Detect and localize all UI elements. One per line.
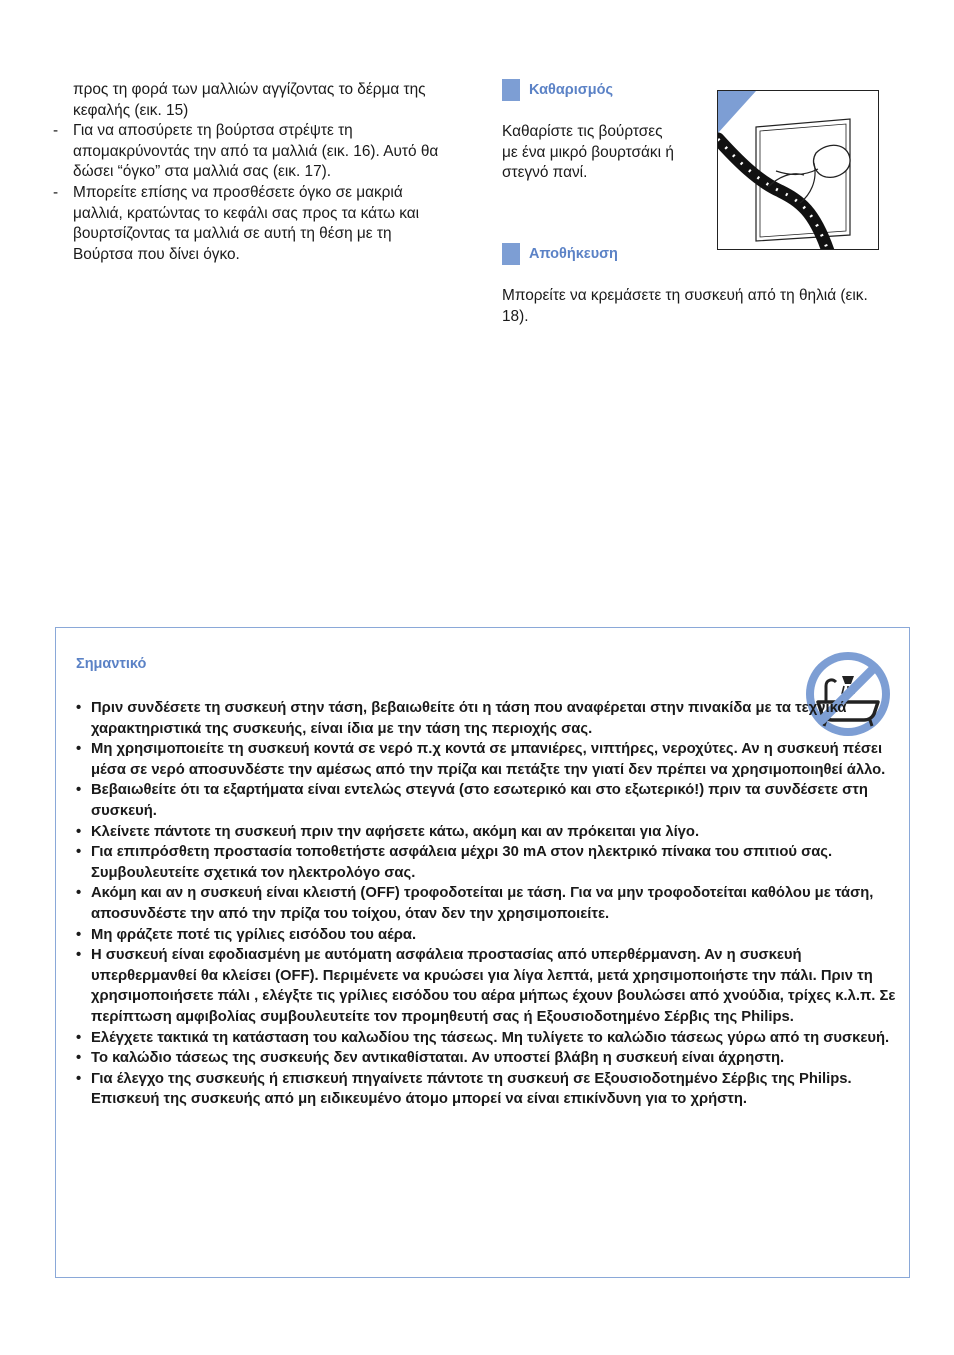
warning-text: Ελέγχετε τακτικά τη κατάσταση του καλωδίου της τάσεως. Μη τυλίγετε το καλώδιο τάσεως γύρω από τη συσκευή. (91, 1029, 890, 1046)
warning-text: Βεβαιωθείτε ότι τα εξαρτήματα είναι εντελώς στεγνά (στο εσωτερικό και στο εξωτερικό!) πριν τα συνδέσετε στη συσκευή. (91, 782, 868, 819)
list-item: • Για επιπρόσθετη προστασία τοποθετήστε ασφάλεια μέχρι 30 mA στον ηλεκτρικό πίνακα του σπιτιού σας. Συμβουλευτείτε σχετικά τον ηλεκτρολόγο σας. (76, 844, 833, 881)
list-item: • Μη φράζετε ποτέ τις γρίλιες εισόδου του αέρα. (76, 926, 417, 943)
list-item (53, 121, 453, 183)
intro-paragraph: προς τη φορά των μαλλιών αγγίζοντας το δέρμα της κεφαλής (εικ. 15) (73, 81, 426, 119)
warning-text: Το καλώδιο τάσεως της συσκευής δεν αντικαθίσταται. Αν υποστεί βλάβη η συσκευή είναι άχρηστη. (91, 1050, 785, 1067)
warning-text: Για επιπρόσθετη προστασία τοποθετήστε ασφάλεια μέχρι 30 mA στον ηλεκτρικό πίνακα του σπιτιού σας. Συμβουλευτείτε σχετικά τον ηλεκτρολόγο σας. (91, 844, 833, 881)
important-title: Σημαντικό (76, 656, 147, 672)
warning-text: Πριν συνδέσετε τη συσκευή στην τάση, βεβαιωθείτε ότι η τάση που αναφέρεται στην πινακίδα με τα τεχνικά χαρακτηριστικά της συσκευής, είναι ίδια με την τάση της περιοχής σας. (91, 700, 847, 737)
list-item: • Η συσκευή είναι εφοδιασμένη με αυτόματη ασφάλεια προστασίας από υπερθέρμανση. Αν η συσκευή υπερθερμανθεί θα κλείσει (OFF). Περιμένετε να κρυώσει για λίγα λεπτά, μετά χρησιμοποιήστε την πάλι. Πριν τη χρησιμοποιήσετε πάλι , ελέγξτε τις γρίλιες εισόδου του αέρα μήπως έχουν βουλώσει από χνούδια, τρίχες κ.λ.π. Σε περίπτωση αμφιβολίας συμβουλευτείτε τον προμηθευτή σας ή Εξουσιοδοτημένο Σέρβις της Philips. (76, 947, 896, 1025)
list-dash: - (53, 183, 59, 201)
list-item-text: Για να αποσύρετε τη βούρτσα στρέψτε τη απομακρύνοντάς την από τα μαλλιά (εικ. 16). Αυτό θα δώσει “όγκο” στα μαλλιά σας (εικ. 17). (73, 122, 439, 181)
warning-text: Μη χρησιμοποιείτε τη συσκευή κοντά σε νερό π.χ κοντά σε μπανιέρες, νιπτήρες, νεροχύτες. Αν η συσκευή πέσει μέσα σε νερό αποσυνδέστε την αμέσως από την πρίζα και πετάξτε την γιατί δεν πρέπει να χρησιμοποιηθεί άλλο. (91, 741, 886, 778)
warning-text: Για έλεγχο της συσκευής ή επισκευή πηγαίνετε πάντοτε τη συσκευή σε Εξουσιοδοτημένο Σέρβις της Philips. Επισκευή της συσκευής από μη ειδικευμένο άτομο μπορεί να είναι επικίνδυνη για το χρήστη. (91, 1070, 852, 1108)
list-item: • Βεβαιωθείτε ότι τα εξαρτήματα είναι εντελώς στεγνά (στο εσωτερικό και στο εξωτερικό!) πριν τα συνδέσετε στη συσκευή. (76, 782, 868, 819)
hanging-hook-illustration (717, 90, 879, 250)
section-marker (502, 79, 520, 101)
list-item: • Πριν συνδέσετε τη συσκευή στην τάση, βεβαιωθείτε ότι η τάση που αναφέρεται στην πινακίδα με τα τεχνικά χαρακτηριστικά της συσκευής, είναι ίδια με την τάση της περιοχής σας. (76, 700, 847, 737)
warning-text: Ακόμη και αν η συσκευή είναι κλειστή (OFF) τροφοδοτείται με τάση. Για να μην τροφοδοτείται καθόλου με τάση, αποσυνδέστε την από την πρίζα του τοίχου, όταν δεν την χρησιμοποιείτε. (91, 885, 874, 922)
safety-warnings-list (76, 698, 896, 1110)
list-item: • Ακόμη και αν η συσκευή είναι κλειστή (OFF) τροφοδοτείται με τάση. Για να μην τροφοδοτείται καθόλου με τάση, αποσυνδέστε την από την πρίζα του τοίχου, όταν δεν την χρησιμοποιείτε. (76, 885, 874, 922)
list-item: • Για έλεγχο της συσκευής ή επισκευή πηγαίνετε πάντοτε τη συσκευή σε Εξουσιοδοτημένο Σέρβις της Philips. Επισκευή της συσκευής από μη ειδικευμένο άτομο μπορεί να είναι επικίνδυνη για το χρήστη. (76, 1070, 852, 1108)
list-item: • Κλείνετε πάντοτε τη συσκευή πριν την αφήσετε κάτω, ακόμη και αν πρόκειται για λίγο. (76, 823, 700, 840)
list-item (53, 183, 453, 265)
cleaning-text: Καθαρίστε τις βούρτσες με ένα μικρό βουρτσάκι ή στεγνό πανί. (502, 123, 674, 182)
section-marker (502, 243, 520, 265)
storage-text: Μπορείτε να κρεμάσετε τη συσκευή από τη θηλιά (εικ. 18). (502, 287, 868, 325)
list-item: • Το καλώδιο τάσεως της συσκευής δεν αντικαθίσταται. Αν υποστεί βλάβη η συσκευή είναι άχρηστη. (76, 1050, 785, 1067)
left-column (53, 80, 453, 265)
storage-heading (502, 243, 618, 265)
list-dash: - (53, 122, 59, 140)
important-notice-box (55, 627, 910, 1278)
list-item: • Ελέγχετε τακτικά τη κατάσταση του καλωδίου της τάσεως. Μη τυλίγετε το καλώδιο τάσεως γύρω από τη συσκευή. (76, 1029, 890, 1046)
cleaning-heading (502, 79, 613, 101)
list-item-text: Μπορείτε επίσης να προσθέσετε όγκο σε μακριά μαλλιά, κρατώντας το κεφάλι σας προς τα κάτω και βουρτσίζοντας τα μαλλιά σε αυτή τη θέση με τη Βούρτσα που δίνει όγκο. (73, 183, 420, 263)
list-item: • Μη χρησιμοποιείτε τη συσκευή κοντά σε νερό π.χ κοντά σε μπανιέρες, νιπτήρες, νεροχύτες. Αν η συσκευή πέσει μέσα σε νερό αποσυνδέστε την αμέσως από την πρίζα και πετάξτε την γιατί δεν πρέπει να χρησιμοποιηθεί άλλο. (76, 741, 886, 778)
hanging-hook-icon (718, 91, 879, 250)
warning-text: Κλείνετε πάντοτε τη συσκευή πριν την αφήσετε κάτω, ακόμη και αν πρόκειται για λίγο. (91, 823, 700, 840)
warning-text: Η συσκευή είναι εφοδιασμένη με αυτόματη ασφάλεια προστασίας από υπερθέρμανση. Αν η συσκευή υπερθερμανθεί θα κλείσει (OFF). Περιμένετε να κρυώσει για λίγα λεπτά, μετά χρησιμοποιήστε την πάλι. Πριν τη χρησιμοποιήσετε πάλι , ελέγξτε τις γρίλιες εισόδου του αέρα μήπως έχουν βουλώσει από χνούδια, τρίχες κ.λ.π. Σε περίπτωση αμφιβολίας συμβουλευτείτε τον προμηθευτή σας ή Εξουσιοδοτημένο Σέρβις της Philips. (91, 947, 896, 1025)
warning-text: Μη φράζετε ποτέ τις γρίλιες εισόδου του αέρα. (91, 926, 417, 943)
cleaning-title: Καθαρισμός (529, 82, 613, 98)
storage-title: Αποθήκευση (529, 246, 618, 262)
